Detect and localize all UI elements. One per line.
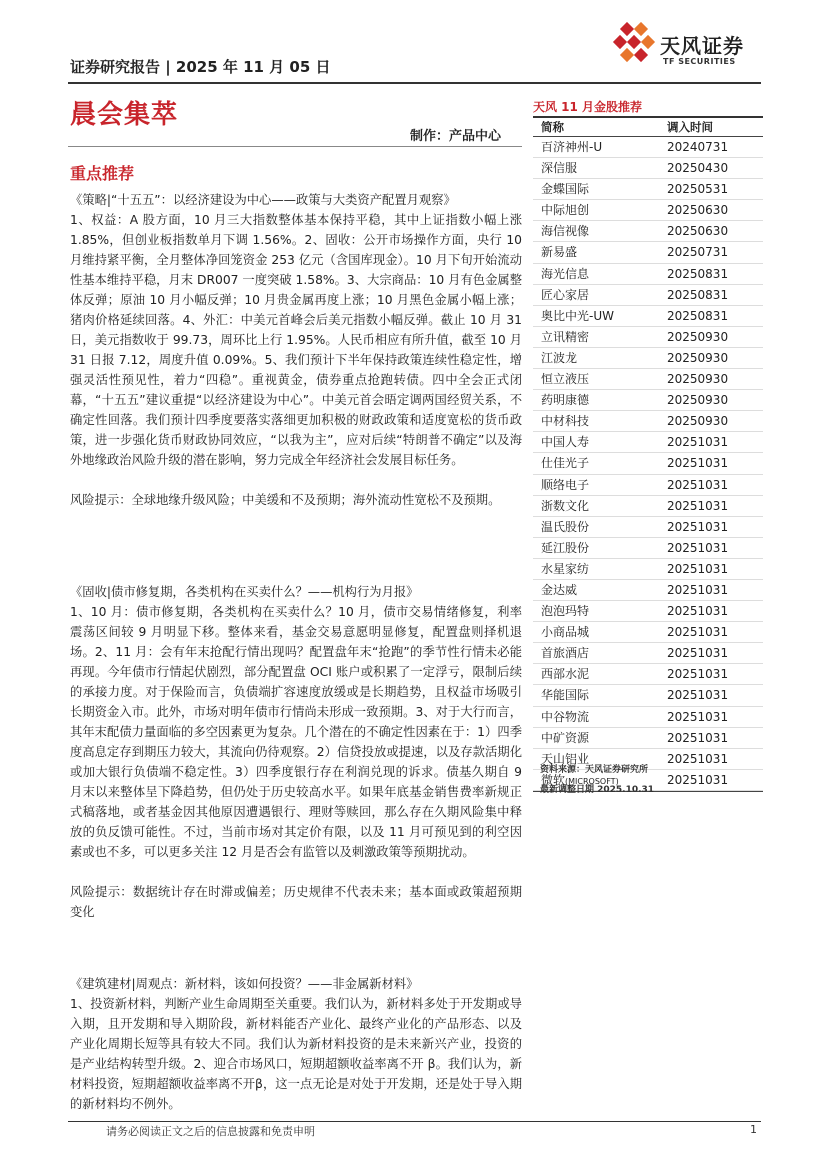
col-date-header: 调入时间	[667, 120, 713, 134]
data-source: 资料来源：天风证券研究所	[540, 765, 649, 775]
table-row	[533, 432, 763, 453]
stock-date: 20251031	[667, 498, 729, 513]
article-fixed-income	[70, 582, 522, 922]
disclaimer: 请务必阅读正文之后的信息披露和免责申明	[106, 1125, 315, 1138]
stock-name-text: 泡泡玛特	[541, 604, 590, 619]
stock-name	[533, 158, 667, 178]
stock-name	[533, 327, 667, 347]
stock-date: 20251031	[667, 688, 729, 703]
stock-name	[533, 179, 667, 199]
report-type: 证券研究报告 | 2025 年 11 月 05 日	[70, 58, 331, 76]
stock-name	[533, 306, 667, 326]
table-row	[533, 137, 763, 158]
table-row	[533, 664, 763, 685]
stock-date: 20251031	[667, 646, 729, 661]
stock-name	[533, 242, 667, 262]
title-divider	[68, 146, 522, 147]
risk-note: 风险提示：数据统计存在时滞或偏差；历史规律不代表未来；基本面或政策超预期变化	[70, 885, 522, 919]
stock-name	[533, 285, 667, 305]
table-row	[533, 601, 763, 622]
col-name-header: 简称	[541, 120, 564, 134]
stock-name-text: 中际旭创	[541, 203, 590, 218]
stock-name	[533, 580, 667, 600]
stock-name-text: 海信视像	[541, 224, 590, 239]
stock-date: 20251031	[667, 667, 729, 682]
stock-date: 20251031	[667, 709, 729, 724]
table-row	[533, 622, 763, 643]
stock-name-text: 立讯精密	[541, 329, 590, 344]
stock-name	[533, 348, 667, 368]
table-row	[533, 685, 763, 706]
stock-name	[533, 411, 667, 431]
stock-name	[533, 601, 667, 621]
table-row	[533, 158, 763, 179]
stock-date: 20250630	[667, 203, 729, 218]
stock-name	[533, 728, 667, 748]
stock-name	[533, 664, 667, 684]
stock-date: 20251031	[667, 730, 729, 745]
article-building-materials	[70, 974, 522, 1114]
risk-note: 风险提示：全球地缘升级风险；中美缓和不及预期；海外流动性宽松不及预期。	[70, 493, 501, 507]
article-body: 1、10 月：债市修复期，各类机构在买卖什么？10 月，债市交易情绪修复，利率震荡区间较 9 月明显下移。整体来看，基金交易意愿明显修复，配置盘则择机退场。2、11 月：会有年末抢配行情出现吗？配置盘年末“抢跑”的季节性行情未必能再现。今年债市行情起伏剧烈，部分配置盘 OCI 账户或积累了一定浮亏，限制后续的承接力度。对于保险而言，负债端扩容速度放缓或是长期趋势，且权益市场吸引长期资金入市。此外，市场对明年债市行情尚未形成一致预期。3、对于大行而言，其年末配债力量面临的多空因素更为复杂。几个潜在的不确定性因素在于：1）四季度高息定存到期压力较大，其流向仍待观察。2）信贷投放或提速，以及存款活期化或加大银行负债端不稳定性。3）四季度银行存在利润兑现的诉求。债基久期自 9 月末以来整体呈下降趋势，但仍处于历史较高水平。如果年底基金销售费率新规正式稿落地，或者基金因其他原因遭遇银行、理财等赎回，那么存在久期风险集中释放的负反馈可能性。不过，当前市场对其定价有限，以及 11 月可预见到的利空因素或也不多，可以更多关注 12 月是否会有监管以及刺激政策等预期扰动。	[70, 605, 522, 859]
stock-name-text: 奥比中光-UW	[541, 308, 614, 323]
stock-name-text: 顺络电子	[541, 477, 590, 492]
stock-name-text: 中材科技	[541, 414, 590, 429]
stock-name-text: 百济神州-U	[541, 140, 603, 154]
stock-date: 20250531	[667, 182, 729, 197]
stock-name	[533, 200, 667, 220]
stock-name	[533, 517, 667, 537]
stock-name-text: 温氏股份	[541, 519, 590, 534]
stock-date: 20250430	[667, 161, 729, 176]
table-row	[533, 200, 763, 221]
stock-name	[533, 643, 667, 663]
stock-date: 20251031	[667, 477, 729, 492]
table-row	[533, 496, 763, 517]
stock-name	[533, 707, 667, 727]
stock-name-text: 仕佳光子	[541, 456, 590, 471]
stock-name-text: 微软	[541, 772, 566, 787]
table-row	[533, 538, 763, 559]
stock-date: 20251031	[667, 751, 729, 766]
stock-name-text: 新易盛	[541, 245, 578, 260]
stock-name	[533, 453, 667, 473]
stock-date: 20251031	[667, 604, 729, 619]
table-row	[533, 580, 763, 601]
stock-date: 20250630	[667, 224, 729, 239]
stock-name-text: 天山铝业	[541, 751, 590, 766]
footer-divider	[68, 1121, 761, 1122]
header-divider	[68, 82, 761, 84]
table-row	[533, 264, 763, 285]
article-title: 《固收|债市修复期，各类机构在买卖什么？——机构行为月报》	[70, 585, 419, 599]
table-row	[533, 728, 763, 749]
stock-name-suffix: (MICROSOFT)	[565, 776, 619, 786]
stock-name-text: 匠心家居	[541, 287, 590, 302]
article-strategy	[70, 190, 522, 510]
stock-name-text: 水星家纺	[541, 561, 590, 576]
stock-name	[533, 432, 667, 452]
table-title: 天风 11 月金股推荐	[533, 100, 643, 114]
stock-name-text: 金蝶国际	[541, 182, 590, 197]
article-title: 《建筑建材|周观点：新材料，该如何投资？——非金属新材料》	[70, 977, 419, 991]
stock-date: 20251031	[667, 772, 729, 787]
table-row	[533, 707, 763, 728]
stock-name-text: 中谷物流	[541, 709, 590, 724]
stock-date: 20250930	[667, 372, 729, 387]
stock-name	[533, 475, 667, 495]
table-row	[533, 411, 763, 432]
table-row	[533, 559, 763, 580]
article-body: 1、投资新材料，判断产业生命周期至关重要。我们认为，新材料多处于开发期或导入期，且开发期和导入期阶段，新材料能否产业化、最终产业化的产品形态、以及产业化周期长短等具有较大不同。我们认为新材料投资的是未来新兴产业，投资的是产业结构转型升级。2、迎合市场风口，短期超额收益率离不开 β。我们认为，新材料投资，短期超额收益率离不开β，这一点无论是对处于开发期，还是处于导入期的新材料均不例外。	[70, 997, 522, 1111]
stock-date: 20251031	[667, 540, 729, 555]
table-row	[533, 242, 763, 263]
stock-name-text: 江波龙	[541, 350, 578, 365]
stock-name-text: 金达威	[541, 582, 578, 597]
stock-name-text: 海光信息	[541, 266, 590, 281]
stock-date: 20251031	[667, 582, 729, 597]
golden-stocks-table	[533, 99, 763, 792]
stock-name-text: 药明康德	[541, 393, 590, 408]
table-row	[533, 453, 763, 474]
stock-name-text: 首旅酒店	[541, 646, 590, 661]
table-row	[533, 369, 763, 390]
stock-name	[533, 622, 667, 642]
stock-date: 20250930	[667, 414, 729, 429]
stock-name	[533, 496, 667, 516]
stock-date: 20250930	[667, 350, 729, 365]
stock-name-text: 小商品城	[541, 625, 590, 640]
article-body: 1、权益：A 股方面，10 月三大指数整体基本保持平稳，其中上证指数小幅上涨 1.85%，但创业板指数单月下调 1.56%。2、固收：公开市场操作方面，央行 10 月维持紧平衡，全月整体净回笼资金 253 亿元（含国库现金）。10 月下旬开始流动性基本维持平稳，月末 DR007 一度突破 1.58%。3、大宗商品：10 月有色金属整体反弹；原油 10 月小幅反弹；10 月贵金属再度上涨；10 月黑色金属小幅上涨；猪肉价格延续回落。4、外汇：中美元首峰会后美元指数小幅反弹。截止 10 月 31 日，美元指数收于 99.73，周环比上行 1.95%。人民币相应有所升值，截至 10 月 31 日报 7.12，周度升值 0.09%。5、我们预计下半年保持政策连续性稳定性，增强灵活性预见性，着力“四稳”。重视黄金，债券重点抢跑转债。四中全会正式闭幕，“十五五”建议重提“以经济建设为中心”。中美元首会晤定调两国经贸关系，不确定性回落。我们预计四季度要落实落细更加积极的财政政策和适度宽松的货币政策，进一步强化货币财政协同效应，“以我为主”，应对后续“特朗普不确定”以及海外地缘政治风险升级的潜在影响，努力完成全年经济社会发展目标任务。	[70, 213, 522, 467]
table-row	[533, 285, 763, 306]
stock-name-text: 中矿资源	[541, 730, 590, 745]
table-row	[533, 348, 763, 369]
stock-name-text: 华能国际	[541, 688, 590, 703]
stock-date: 20250731	[667, 245, 729, 260]
stock-date: 20251031	[667, 519, 729, 534]
table-body	[533, 137, 763, 791]
table-header	[533, 118, 763, 137]
stock-name	[533, 390, 667, 410]
stock-date: 20250930	[667, 393, 729, 408]
stock-name	[533, 559, 667, 579]
table-row	[533, 475, 763, 496]
stock-date: 20251031	[667, 625, 729, 640]
stock-date: 20251031	[667, 456, 729, 471]
stock-name-text: 浙数文化	[541, 498, 590, 513]
update-date: 最新调整日期 2025.10.31	[540, 785, 655, 795]
stock-name	[533, 137, 667, 157]
stock-name	[533, 264, 667, 284]
stock-date: 20251031	[667, 435, 729, 450]
stock-name	[533, 369, 667, 389]
stock-date: 20250831	[667, 266, 729, 281]
logo-text: 天风证券	[660, 34, 744, 58]
section-title: 重点推荐	[70, 164, 135, 183]
stock-name-text: 深信服	[541, 161, 578, 176]
author: 制作：产品中心	[410, 129, 502, 144]
table-row	[533, 221, 763, 242]
logo-subtitle: TF SECURITIES	[663, 57, 736, 66]
table-row	[533, 390, 763, 411]
stock-date: 20250831	[667, 308, 729, 323]
page-title: 晨会集萃	[70, 100, 179, 130]
stock-date: 20251031	[667, 561, 729, 576]
table-row	[533, 179, 763, 200]
table-row	[533, 517, 763, 538]
table-row	[533, 327, 763, 348]
stock-date: 20250831	[667, 287, 729, 302]
stock-name-text: 延江股份	[541, 540, 590, 555]
table-row	[533, 643, 763, 664]
stock-name	[533, 221, 667, 241]
stock-name	[533, 538, 667, 558]
stock-name-text: 中国人寿	[541, 435, 590, 450]
page-number: 1	[750, 1123, 757, 1136]
stock-name-text: 西部水泥	[541, 667, 590, 682]
article-title: 《策略|“十五五”：以经济建设为中心——政策与大类资产配置月观察》	[70, 193, 456, 207]
stock-name	[533, 685, 667, 705]
table-row	[533, 306, 763, 327]
stock-date: 20250930	[667, 329, 729, 344]
stock-name-text: 恒立液压	[541, 372, 590, 387]
stock-date: 20240731	[667, 140, 729, 154]
